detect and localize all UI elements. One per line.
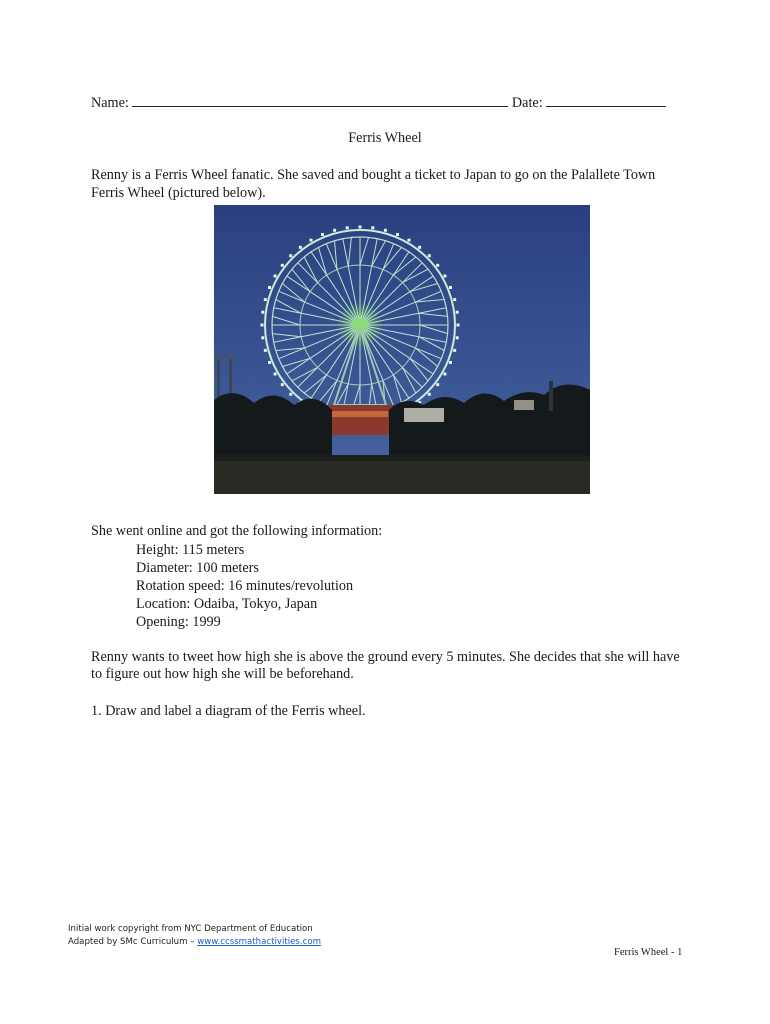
intro-paragraph: Renny is a Ferris Wheel fanatic. She saved and bought a ticket to Japan to go on the Palallete Town Ferris Wheel (pictured below). bbox=[91, 167, 656, 201]
date-blank[interactable] bbox=[546, 93, 666, 107]
name-blank[interactable] bbox=[132, 93, 508, 107]
fact-diameter: Diameter: 100 meters bbox=[136, 560, 259, 576]
question-1: 1. Draw and label a diagram of the Ferris wheel. bbox=[91, 703, 366, 719]
footer-link[interactable]: www.ccssmathactivities.com bbox=[197, 937, 321, 947]
fact-rotation-speed: Rotation speed: 16 minutes/revolution bbox=[136, 578, 354, 594]
footer-adapted-by: Adapted by SMc Curriculum – bbox=[68, 937, 198, 947]
name-label: Name: bbox=[91, 95, 129, 111]
page-number: Ferris Wheel - 1 bbox=[614, 947, 683, 958]
name-date-line bbox=[91, 93, 666, 112]
tweet-paragraph: Renny wants to tweet how high she is above the ground every 5 minutes. She decides that she will have to figure out how high she will be beforehand. bbox=[91, 649, 680, 682]
page-title: Ferris Wheel bbox=[348, 130, 422, 146]
footer-copyright bbox=[68, 923, 321, 949]
fact-height: Height: 115 meters bbox=[136, 542, 245, 558]
info-heading: She went online and got the following information: bbox=[91, 523, 383, 539]
facts-list bbox=[136, 541, 353, 631]
footer-line1: Initial work copyright from NYC Department of Education bbox=[68, 924, 313, 934]
date-label: Date: bbox=[511, 95, 543, 111]
fact-opening: Opening: 1999 bbox=[136, 614, 221, 630]
footer-line2 bbox=[68, 936, 321, 949]
fact-location: Location: Odaiba, Tokyo, Japan bbox=[136, 596, 318, 612]
ferris-wheel-photo bbox=[214, 205, 590, 494]
